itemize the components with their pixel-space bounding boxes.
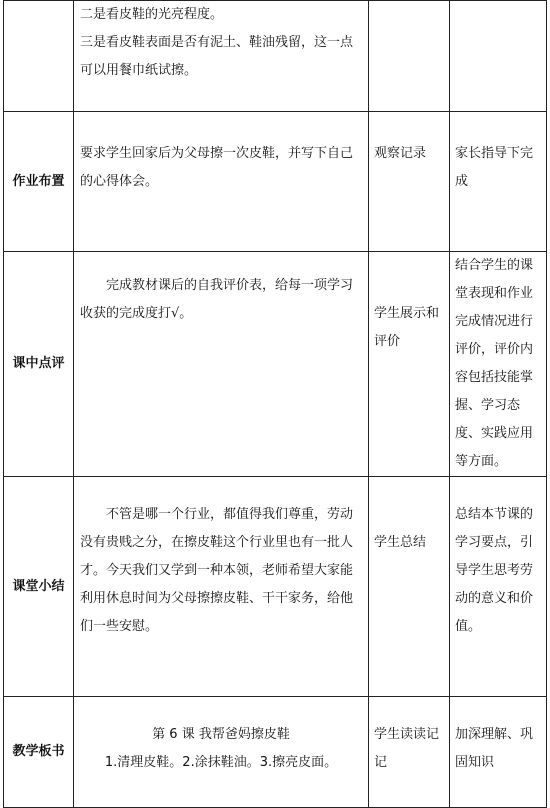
row-label [4,1,74,112]
table-row-homework [4,112,547,252]
student-activity-cell [369,697,450,808]
content-cell [74,1,369,112]
table-row-evaluation [4,252,547,477]
student-activity-text: 学生总结 [374,535,427,550]
content-line: 三是看皮鞋表面是否有泥土、鞋油残留，这一点可以用餐巾纸试擦。 [80,35,354,78]
design-intent-cell [450,112,547,252]
student-activity-cell [369,252,450,477]
row-label: 教学板书 [4,697,74,808]
table-row-blackboard [4,697,547,808]
design-intent-cell [450,477,547,697]
design-intent-cell [450,1,547,112]
content-cell [74,112,369,252]
row-label: 课堂小结 [4,477,74,697]
row-label: 作业布置 [4,112,74,252]
design-intent-text: 家长指导下完成 [455,146,534,189]
content-line: 二是看皮鞋的光亮程度。 [80,7,224,22]
student-activity-cell [369,1,450,112]
row-label: 课中点评 [4,252,74,477]
table-row-summary [4,477,547,697]
content-line: 要求学生回家后为父母擦一次皮鞋，并写下自己的心得体会。 [80,146,354,189]
blackboard-steps: 1.清理皮鞋。2.涂抹鞋油。3.擦亮皮面。 [104,755,338,770]
student-activity-text: 学生展示和评价 [374,306,440,349]
student-activity-text: 学生读读记记 [374,727,440,770]
content-cell [74,252,369,477]
blackboard-title: 第 6 课 我帮爸妈擦皮鞋 [152,727,290,742]
student-activity-text: 观察记录 [374,146,427,161]
design-intent-text: 加深理解、巩固知识 [455,727,534,770]
student-activity-cell [369,112,450,252]
content-line: 完成教材课后的自我评价表，给每一项学习收获的完成度打√。 [80,278,354,321]
design-intent-cell [450,697,547,808]
content-cell [74,697,369,808]
design-intent-text: 总结本节课的学习要点，引导学生思考劳动的意义和价值。 [455,507,534,634]
content-line: 不管是哪一个行业，都值得我们尊重，劳动没有贵贱之分，在擦皮鞋这个行业里也有一批人才。今天我们又学到一种本领，老师希望大家能利用休息时间为父母擦擦皮鞋、干干家务，给他们一些安慰。 [80,507,354,634]
content-cell [74,477,369,697]
table-row-continuation [4,1,547,112]
lesson-plan-table [3,0,547,808]
student-activity-cell [369,477,450,697]
design-intent-cell: 结合学生的课堂表现和作业完成情况进行评价，评价内容包括技能掌握、学习态度、实践应用等方面。 [450,252,547,477]
